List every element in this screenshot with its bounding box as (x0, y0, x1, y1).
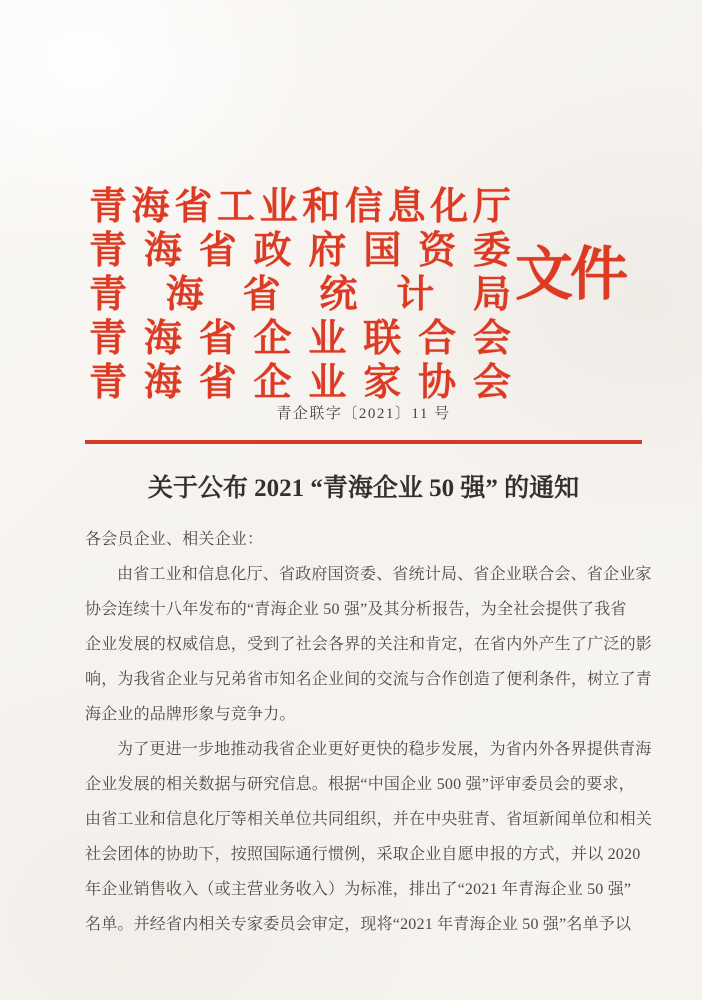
body-line: 企业发展的权威信息，受到了社会各界的关注和肯定，在省内外产生了广泛的影 (85, 636, 653, 653)
doc-type-label: 文件 (515, 242, 626, 307)
salutation-line: 各会员企业、相关企业： (85, 531, 264, 548)
body-line: 由省工业和信息化厅、省政府国资委、省统计局、省企业联合会、省企业家 (117, 566, 652, 583)
body-line: 为了更进一步地推动我省企业更好更快的稳步发展，为省内外各界提供青海 (117, 741, 652, 758)
body-line: 名单。并经省内相关专家委员会审定，现将“2021 年青海企业 50 强”名单予以 (85, 916, 632, 933)
letterhead-org-line-1: 青 海 省 工 业 和 信 息 化 厅 (89, 185, 511, 228)
body-line: 由省工业和信息化厅等相关单位共同组织，并在中央驻青、省垣新闻单位和相关 (85, 811, 653, 828)
letterhead-org-line-3: 青 海 省 统 计 局 (89, 273, 511, 316)
document-body (85, 522, 653, 942)
body-line: 年企业销售收入（或主营业务收入）为标准，排出了“2021 年青海企业 50 强” (85, 881, 632, 898)
body-line: 企业发展的相关数据与研究信息。根据“中国企业 500 强”评审委员会的要求， (85, 776, 635, 793)
letterhead-org-line-5: 青 海 省 企 业 家 协 会 (89, 361, 511, 404)
body-line: 社会团体的协助下，按照国际通行惯例，采取企业自愿申报的方式，并以 2020 (85, 846, 641, 863)
doc-number: 青企联字〔2021〕11 号 (276, 406, 451, 422)
document-title: 关于公布 2021 “青海企业 50 强” 的通知 (147, 475, 580, 502)
body-line: 响，为我省企业与兄弟省市知名企业间的交流与合作创造了便利条件，树立了青 (85, 671, 653, 688)
body-line: 协会连续十八年发布的“青海企业 50 强”及其分析报告，为全社会提供了我省 (85, 601, 627, 618)
letterhead (89, 180, 511, 404)
body-line: 海企业的品牌形象与竞争力。 (85, 706, 296, 723)
letterhead-org-line-2: 青 海 省 政 府 国 资 委 (89, 229, 511, 272)
red-divider-rule (85, 440, 642, 444)
letterhead-org-line-4: 青 海 省 企 业 联 合 会 (89, 317, 511, 360)
